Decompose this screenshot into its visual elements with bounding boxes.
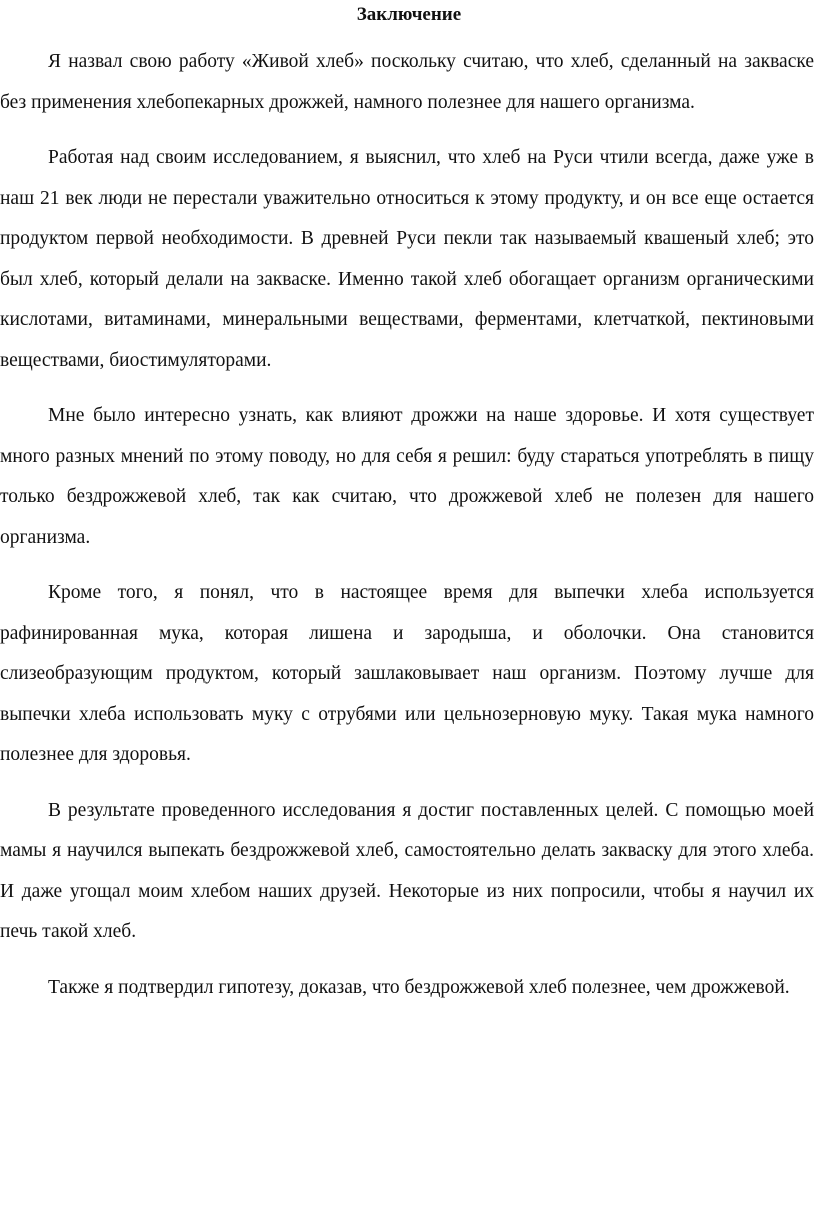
page-title: Заключение xyxy=(356,4,462,25)
paragraph-intro: Я назвал свою работу «Живой хлеб» поскольку считаю, что хлеб, сделанный на закваске без применения хлебопекарных дрожжей, намного полезнее для нашего организма. xyxy=(0,51,814,113)
document-body xyxy=(0,2,814,1008)
paragraph-hypothesis: Также я подтвердил гипотезу, доказав, что бездрожжевой хлеб полезнее, чем дрожжевой. xyxy=(48,976,790,998)
paragraph-research: Работая над своим исследованием, я выяснил, что хлеб на Руси чтили всегда, даже уже в наш 21 век люди не перестали уважительно относиться к этому продукту, и он все еще остается продуктом первой необходимости. В древней Руси пекли так называемый квашеный хлеб; это был хлеб, который делали на закваске. Именно такой хлеб обогащает организм органическими кислотами, витаминами, минеральными веществами, ферментами, клетчаткой, пектиновыми веществами, биостимуляторами. xyxy=(0,147,814,371)
paragraph-yeast: Мне было интересно узнать, как влияют дрожжи на наше здоровье. И хотя существует много разных мнений по этому поводу, но для себя я решил: буду стараться употреблять в пищу только бездрожжевой хлеб, так как считаю, что дрожжевой хлеб не полезен для нашего организма. xyxy=(0,405,814,548)
paragraph-flour: Кроме того, я понял, что в настоящее время для выпечки хлеба используется рафинированная мука, которая лишена и зародыша, и оболочки. Она становится слизеобразующим продуктом, который зашлаковывает наш организм. Поэтому лучше для выпечки хлеба использовать муку с отрубями или цельнозерновую муку. Такая мука намного полезнее для здоровья. xyxy=(0,582,814,765)
paragraph-results: В результате проведенного исследования я достиг поставленных целей. С помощью моей мамы я научился выпекать бездрожжевой хлеб, самостоятельно делать закваску для этого хлеба. И даже угощал моим хлебом наших друзей. Некоторые из них попросили, чтобы я научил их печь такой хлеб. xyxy=(0,799,814,942)
